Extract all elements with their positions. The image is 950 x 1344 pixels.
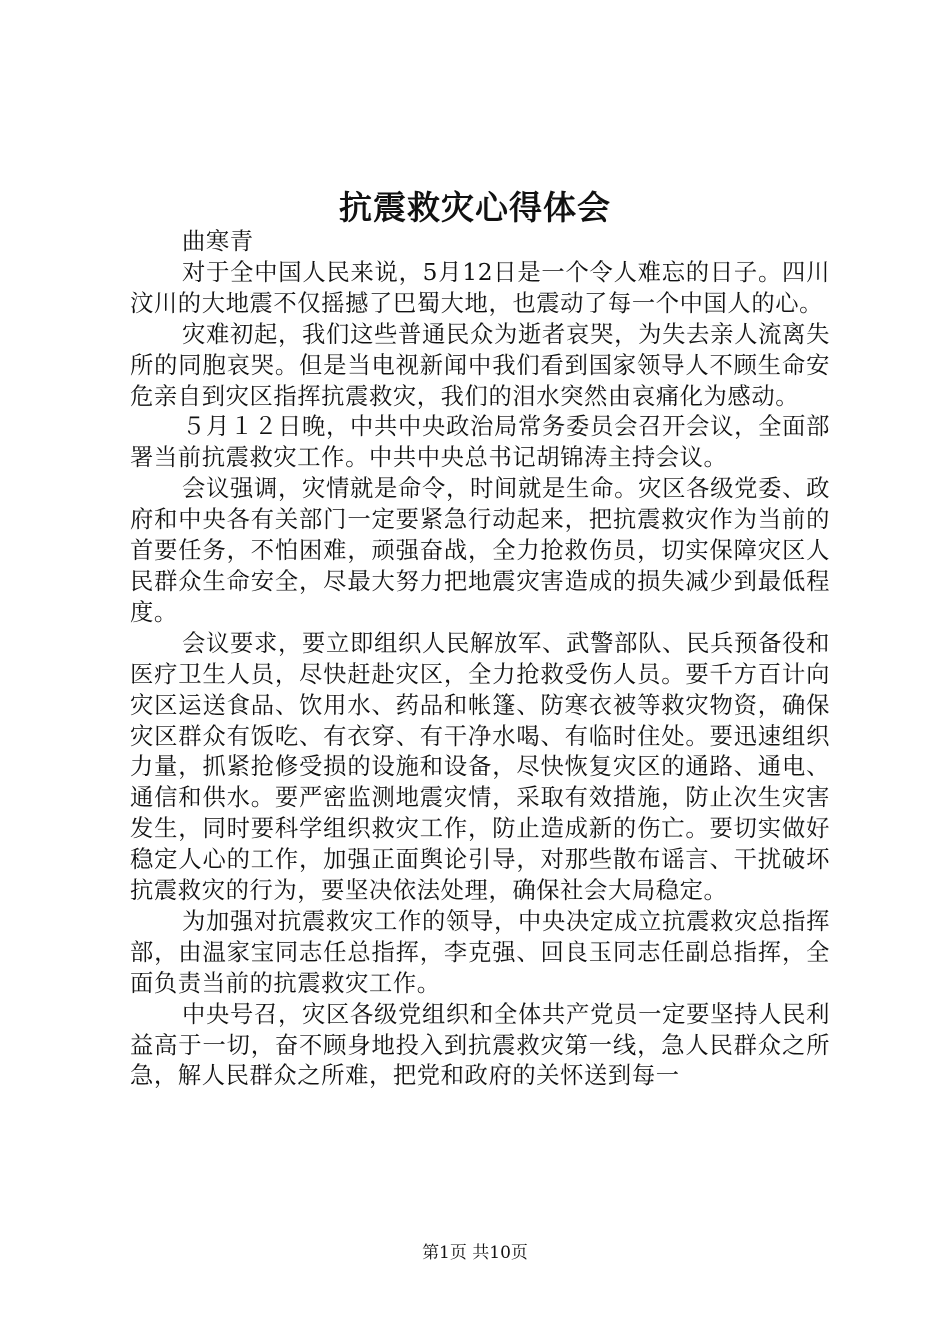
paragraph: 对于全中国人民来说，5月12日是一个令人难忘的日子。四川汶川的大地震不仅摇撼了巴蜀大地，也震动了每一个中国人的心。 — [130, 258, 830, 317]
document-body — [130, 227, 830, 1092]
page-number-footer: 第1页 共10页 — [422, 1243, 528, 1263]
author-name: 曲寒青 — [182, 228, 254, 255]
paragraph: 中央号召，灾区各级党组织和全体共产党员一定要坚持人民利益高于一切，奋不顾身地投入到抗震救灾第一线，急人民群众之所急，解人民群众之所难，把党和政府的关怀送到每一 — [130, 1000, 830, 1090]
paragraph: 灾难初起，我们这些普通民众为逝者哀哭，为失去亲人流离失所的同胞哀哭。但是当电视新闻中我们看到国家领导人不顾生命安危亲自到灾区指挥抗震救灾，我们的泪水突然由哀痛化为感动。 — [130, 320, 830, 410]
paragraph: 为加强对抗震救灾工作的领导，中央决定成立抗震救灾总指挥部，由温家宝同志任总指挥，李克强、回良玉同志任副总指挥，全面负责当前的抗震救灾工作。 — [130, 907, 830, 997]
paragraph: 会议强调，灾情就是命令，时间就是生命。灾区各级党委、政府和中央各有关部门一定要紧急行动起来，把抗震救灾作为当前的首要任务，不怕困难，顽强奋战，全力抢救伤员，切实保障灾区人民群众生命安全，尽最大努力把地震灾害造成的损失减少到最低程度。 — [130, 475, 830, 626]
paragraph: 会议要求，要立即组织人民解放军、武警部队、民兵预备役和医疗卫生人员，尽快赶赴灾区，全力抢救受伤人员。要千方百计向灾区运送食品、饮用水、药品和帐篷、防寒衣被等救灾物资，确保灾区群众有饭吃、有衣穿、有干净水喝、有临时住处。要迅速组织力量，抓紧抢修受损的设施和设备，尽快恢复灾区的通路、通电、通信和供水。要严密监测地震灾情，采取有效措施，防止次生灾害发生，同时要科学组织救灾工作，防止造成新的伤亡。要切实做好稳定人心的工作，加强正面舆论引导，对那些散布谣言、干扰破坏抗震救灾的行为，要坚决依法处理，确保社会大局稳定。 — [130, 629, 830, 905]
paragraph: ５月１２日晚，中共中央政治局常务委员会召开会议，全面部署当前抗震救灾工作。中共中央总书记胡锦涛主持会议。 — [130, 413, 830, 472]
document-title: 抗震救灾心得体会 — [339, 188, 611, 227]
